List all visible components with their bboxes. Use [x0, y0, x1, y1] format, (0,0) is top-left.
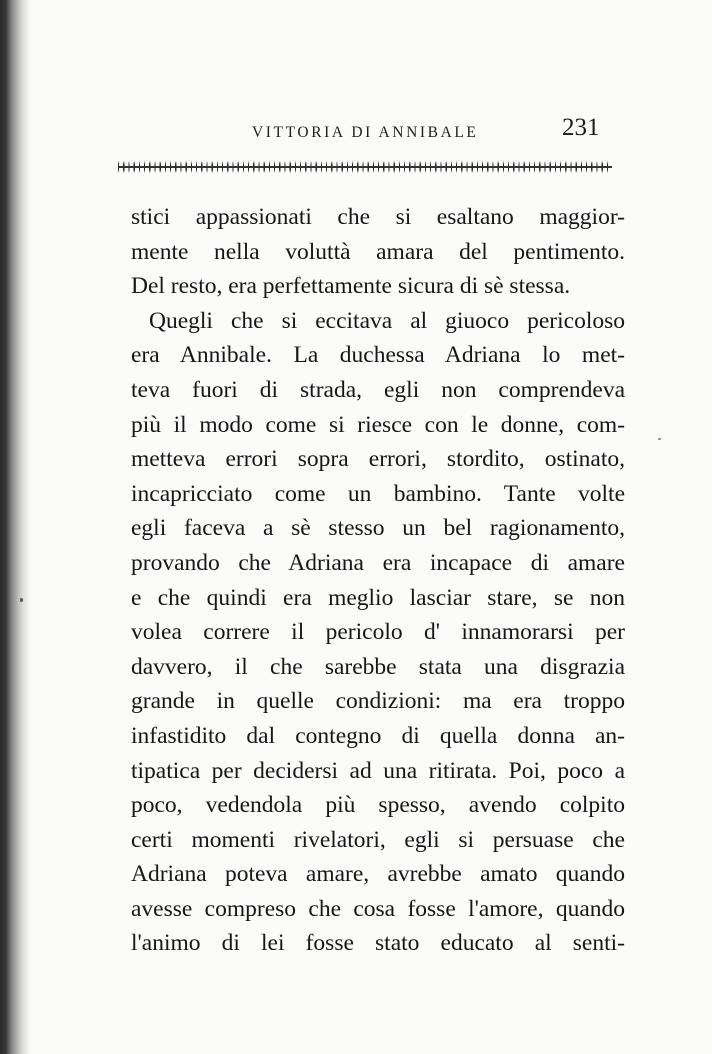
- page-binding-edge: [0, 0, 30, 1054]
- text-line: metteva errori sopra errori, stordito, ostinato,: [131, 446, 625, 473]
- text-line: infastidito dal contegno di quella donna an-: [131, 722, 625, 749]
- running-head-title: VITTORIA DI ANNIBALE: [252, 124, 479, 141]
- text-line: certi momenti rivelatori, egli si persuase che: [131, 826, 625, 853]
- text-line: l'animo di lei fosse stato educato al senti-: [131, 930, 625, 957]
- text-line: mente nella voluttà amara del pentimento.: [131, 238, 625, 265]
- text-line: incapricciato come un bambino. Tante volte: [131, 480, 625, 507]
- text-line: Del resto, era perfettamente sicura di sè stessa.: [131, 273, 571, 300]
- text-line: Adriana poteva amare, avrebbe amato quando: [131, 861, 625, 888]
- text-line: avesse compreso che cosa fosse l'amore, quando: [131, 895, 625, 922]
- text-line: poco, vedendola più spesso, avendo colpito: [131, 792, 625, 819]
- text-line: provando che Adriana era incapace di amare: [131, 549, 625, 576]
- text-line: stici appassionati che si esaltano maggior-: [131, 204, 625, 230]
- text-line: grande in quelle condizioni: ma era troppo: [131, 688, 625, 715]
- text-line: Quegli che si eccitava al giuoco pericoloso: [149, 307, 625, 334]
- text-line: era Annibale. La duchessa Adriana lo met-: [131, 342, 625, 369]
- text-line: teva fuori di strada, egli non comprendeva: [131, 376, 625, 403]
- paper-speck: [658, 438, 661, 440]
- text-line: più il modo come si riesce con le donne, com-: [131, 411, 625, 438]
- text-line: e che quindi era meglio lasciar stare, se non: [131, 584, 625, 611]
- body-text: [131, 200, 625, 961]
- page-number: 231: [562, 114, 600, 141]
- text-line: egli faceva a sè stesso un bel ragionamento,: [131, 515, 625, 542]
- paper-speck: [20, 598, 23, 602]
- text-line: tipatica per decidersi ad una ritirata. Poi, poco a: [131, 757, 625, 784]
- text-line: volea correre il pericolo d' innamorarsi per: [131, 619, 625, 646]
- text-line: davvero, il che sarebbe stata una disgrazia: [131, 653, 625, 680]
- running-head: [0, 110, 712, 150]
- ornamental-rule: [118, 161, 612, 173]
